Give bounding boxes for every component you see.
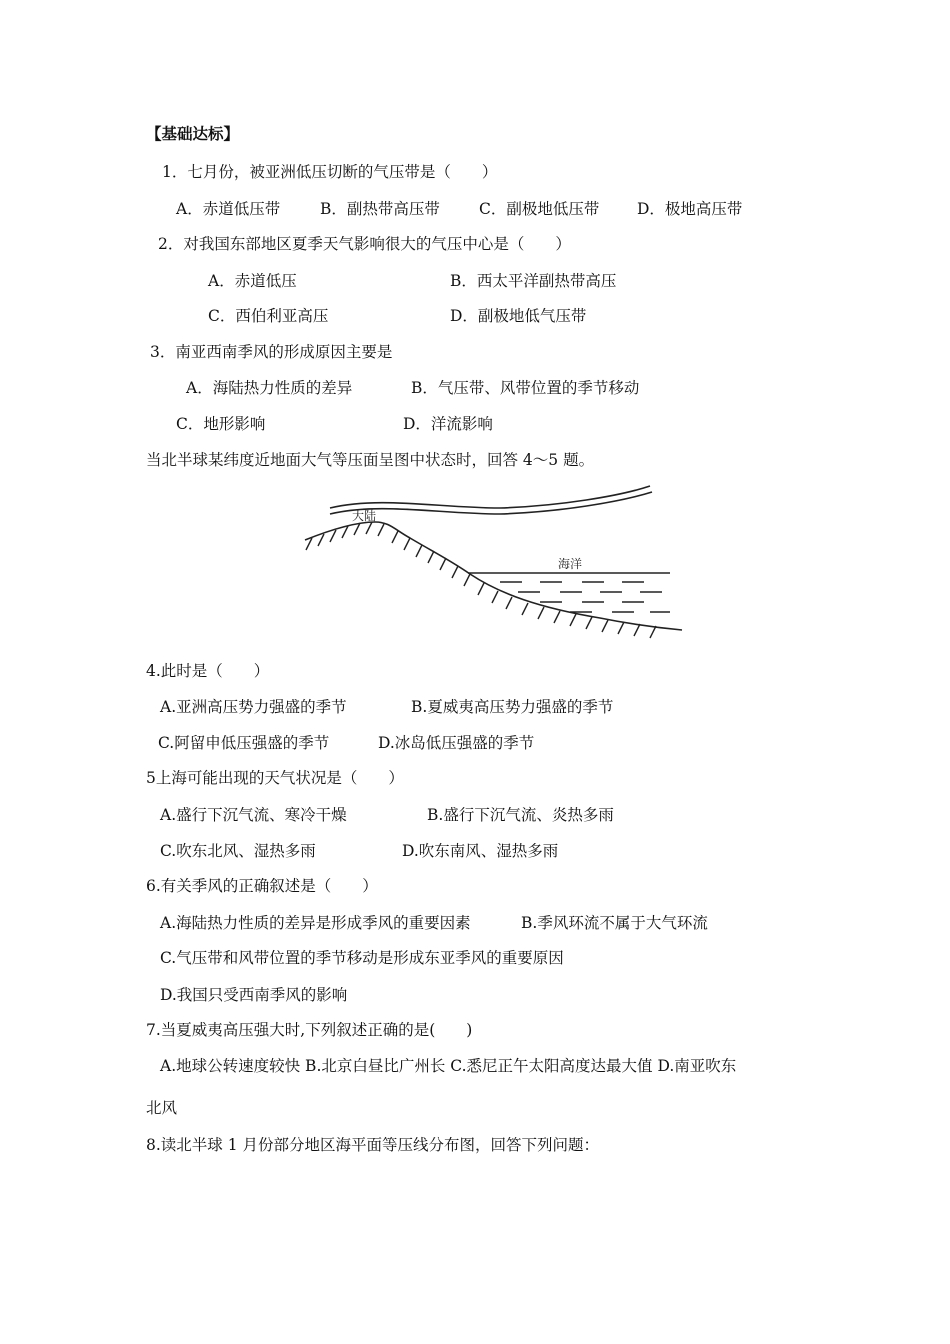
q5-option-c: C.吹东北风、湿热多雨 (160, 842, 316, 860)
q5-stem: 5上海可能出现的天气状况是（ ） (146, 769, 404, 787)
q3-stem: 3．南亚西南季风的形成原因主要是 (150, 343, 393, 361)
q7-stem: 7.当夏威夷高压强大时,下列叙述正确的是( ) (146, 1021, 473, 1039)
isobar-figure (300, 478, 688, 640)
q7-options: A.地球公转速度较快 B.北京白昼比广州长 C.悉尼正午太阳高度达最大值 D.南亚吹东 (160, 1057, 737, 1075)
q6-option-a: A.海陆热力性质的差异是形成季风的重要因素 (160, 914, 471, 932)
q1-option-c: C．副极地低压带 (479, 200, 600, 218)
q2-stem: 2．对我国东部地区夏季天气影响很大的气压中心是（ ） (158, 235, 571, 253)
q2-option-c: C．西伯利亚高压 (208, 307, 329, 325)
q4-option-a: A.亚洲高压势力强盛的季节 (160, 698, 347, 716)
q3-option-c: C．地形影响 (176, 415, 266, 433)
q4-option-b: B.夏威夷高压势力强盛的季节 (411, 698, 614, 716)
q6-option-c: C.气压带和风带位置的季节移动是形成东亚季风的重要原因 (160, 949, 564, 967)
q7-options-wrap: 北风 (146, 1099, 178, 1117)
q3-option-a: A．海陆热力性质的差异 (186, 379, 353, 397)
land-label: 大陆 (352, 509, 377, 523)
q1-stem: 1．七月份，被亚洲低压切断的气压带是（ ） (162, 163, 498, 181)
coastline (305, 522, 682, 630)
q3-option-b: B．气压带、风带位置的季节移动 (411, 379, 640, 397)
q3-option-d: D．洋流影响 (403, 415, 493, 433)
sea-label: 海洋 (558, 557, 583, 571)
q5-option-d: D.吹东南风、湿热多雨 (402, 842, 559, 860)
intro-4-5: 当北半球某纬度近地面大气等压面呈图中状态时，回答 4～5 题。 (146, 451, 595, 469)
isobar-line-upper (330, 486, 650, 508)
section-title: 【基础达标】 (146, 125, 240, 143)
q4-stem: 4.此时是（ ） (146, 662, 270, 680)
q1-option-b: B．副热带高压带 (320, 200, 440, 218)
q1-option-a: A．赤道低压带 (176, 200, 281, 218)
q6-option-b: B.季风环流不属于大气环流 (521, 914, 708, 932)
q2-option-a: A．赤道低压 (208, 272, 297, 290)
q5-option-a: A.盛行下沉气流、寒冷干燥 (160, 806, 347, 824)
q4-option-d: D.冰岛低压强盛的季节 (378, 734, 535, 752)
q6-stem: 6.有关季风的正确叙述是（ ） (146, 877, 378, 895)
q2-option-b: B．西太平洋副热带高压 (450, 272, 617, 290)
q8-stem: 8.读北半球 1 月份部分地区海平面等压线分布图，回答下列问题： (146, 1136, 600, 1154)
q5-option-b: B.盛行下沉气流、炎热多雨 (427, 806, 614, 824)
q1-option-d: D．极地高压带 (637, 200, 743, 218)
q2-option-d: D．副极地低气压带 (450, 307, 587, 325)
q4-option-c: C.阿留申低压强盛的季节 (158, 734, 330, 752)
q6-option-d: D.我国只受西南季风的影响 (160, 986, 348, 1004)
